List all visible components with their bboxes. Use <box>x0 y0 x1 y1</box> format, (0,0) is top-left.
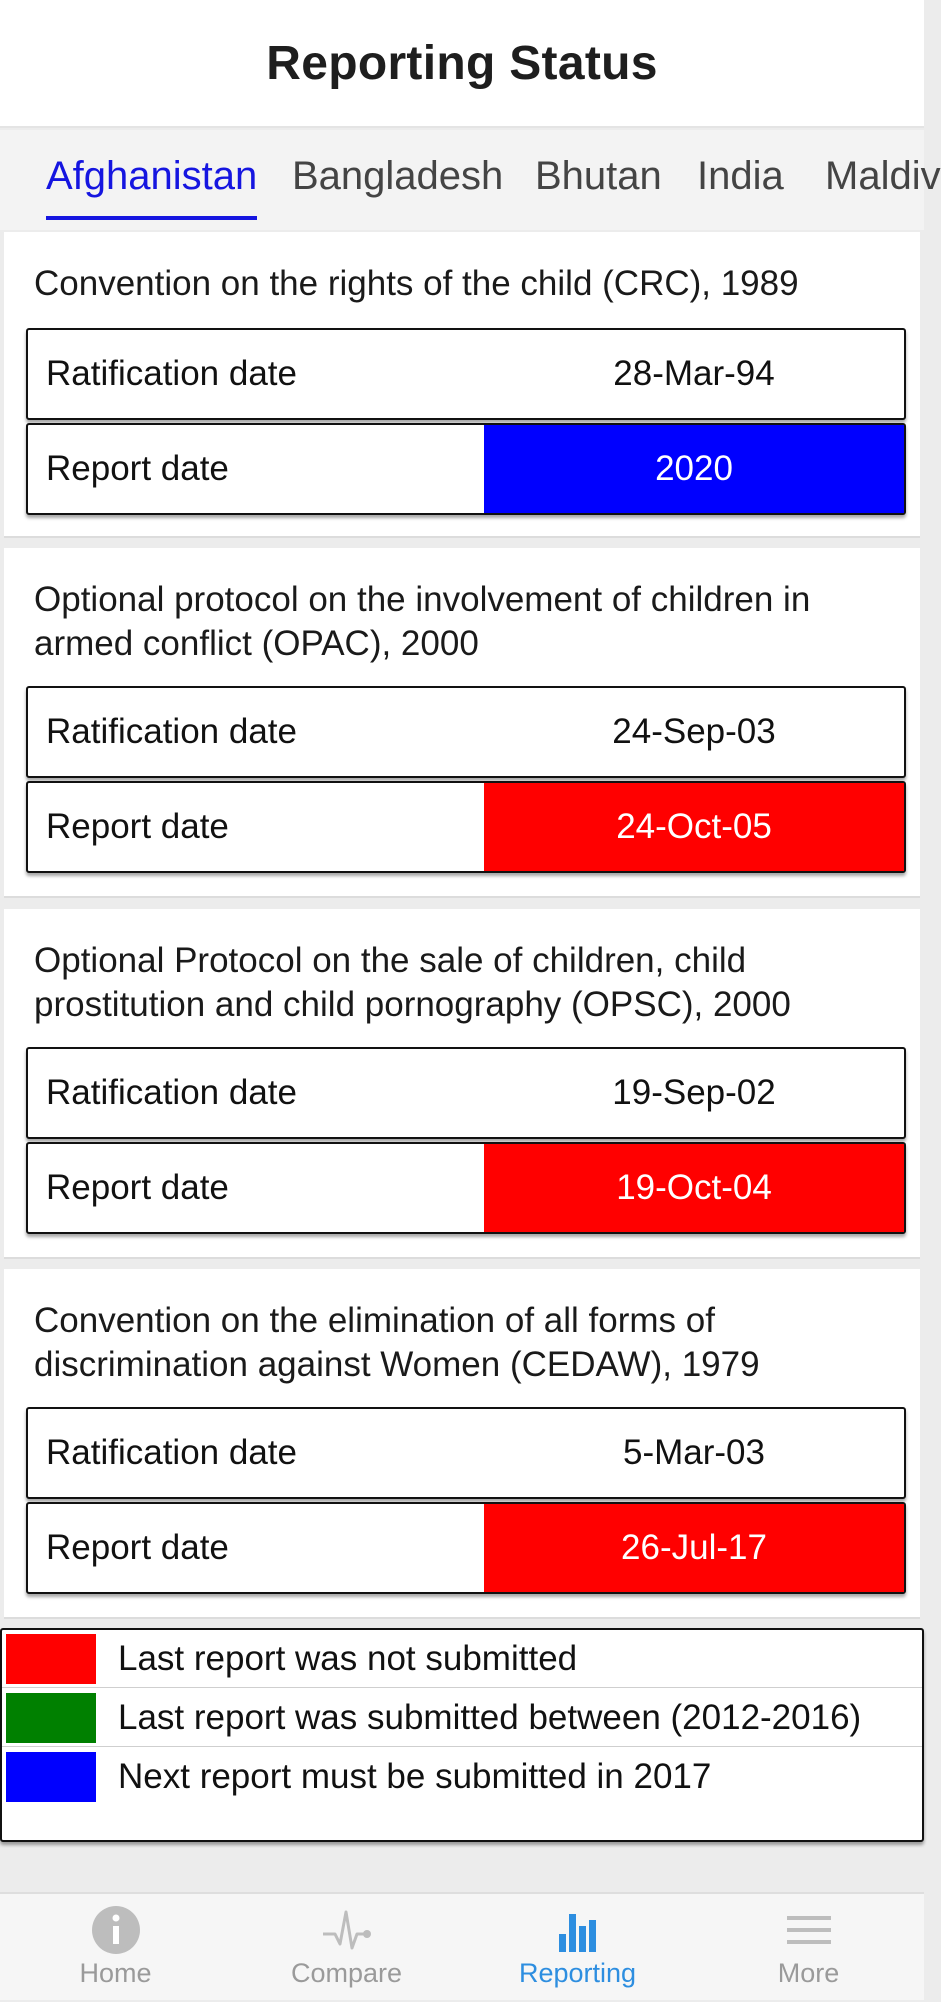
ratification-label: Ratification date <box>46 354 297 393</box>
ratification-label: Ratification date <box>46 1433 297 1472</box>
legend-text: Last report was submitted between (2012-2016) <box>118 1698 862 1737</box>
treaty-card-crc <box>4 232 920 538</box>
nav-reporting-label: Reporting <box>518 1958 637 1988</box>
report-value: 19-Oct-04 <box>484 1144 904 1232</box>
treaty-title: Convention on the rights of the child (CRC), 1989 <box>34 264 799 303</box>
ratification-value: 24-Sep-03 <box>612 712 776 751</box>
legend-swatch-red <box>6 1634 96 1684</box>
legend-text: Next report must be submitted in 2017 <box>118 1757 712 1796</box>
treaty-card-cedaw <box>4 1269 920 1619</box>
legend-item-not-submitted <box>2 1630 922 1688</box>
nav-compare-label: Compare <box>290 1958 403 1988</box>
report-label: Report date <box>46 807 229 846</box>
report-label: Report date <box>46 1168 229 1207</box>
nav-more-label: More <box>777 1958 840 1988</box>
report-label: Report date <box>46 1528 229 1567</box>
ratification-row <box>26 686 906 778</box>
report-row <box>26 1502 906 1594</box>
country-tabs <box>0 130 941 230</box>
status-legend <box>0 1628 924 1842</box>
report-row <box>26 423 906 515</box>
treaty-card-opac <box>4 548 920 898</box>
report-row <box>26 781 906 873</box>
page-title: Reporting Status <box>266 36 658 90</box>
nav-home[interactable] <box>0 1894 231 2002</box>
ratification-row <box>26 1407 906 1499</box>
app-header <box>0 0 924 128</box>
report-value: 24-Oct-05 <box>484 783 904 871</box>
tab-bhutan[interactable]: Bhutan <box>535 154 662 198</box>
tab-maldives[interactable]: Maldiv <box>825 154 941 198</box>
treaty-title: Optional Protocol on the sale of children, child prostitution and child pornography (OPSC), 2000 <box>34 941 791 1024</box>
nav-reporting[interactable] <box>462 1894 693 2002</box>
legend-swatch-green <box>6 1693 96 1743</box>
legend-item-submitted <box>2 1689 922 1747</box>
legend-text: Last report was not submitted <box>118 1639 578 1678</box>
treaty-title: Optional protocol on the involvement of children in armed conflict (OPAC), 2000 <box>34 580 811 663</box>
nav-compare[interactable] <box>231 1894 462 2002</box>
bar-chart-icon <box>552 1904 604 1956</box>
ratification-value: 19-Sep-02 <box>612 1073 776 1112</box>
tab-india[interactable]: India <box>697 154 784 198</box>
nav-home-label: Home <box>79 1958 152 1988</box>
report-label: Report date <box>46 449 229 488</box>
menu-icon <box>783 1904 835 1956</box>
tab-bangladesh[interactable]: Bangladesh <box>292 154 504 198</box>
tab-afghanistan[interactable]: Afghanistan <box>46 154 257 220</box>
ratification-row <box>26 328 906 420</box>
report-value: 2020 <box>484 425 904 513</box>
nav-more[interactable] <box>693 1894 924 2002</box>
report-row <box>26 1142 906 1234</box>
ratification-value: 5-Mar-03 <box>623 1433 765 1472</box>
legend-swatch-blue <box>6 1752 96 1802</box>
treaty-card-opsc <box>4 909 920 1259</box>
bottom-navigation <box>0 1892 924 2000</box>
report-value: 26-Jul-17 <box>484 1504 904 1592</box>
treaty-title: Convention on the elimination of all forms of discrimination against Women (CEDAW), 1979 <box>34 1301 760 1384</box>
pulse-icon <box>321 1904 373 1956</box>
ratification-row <box>26 1047 906 1139</box>
ratification-label: Ratification date <box>46 712 297 751</box>
legend-item-next-report <box>2 1748 922 1806</box>
ratification-value: 28-Mar-94 <box>613 354 775 393</box>
info-icon <box>90 1904 142 1956</box>
ratification-label: Ratification date <box>46 1073 297 1112</box>
